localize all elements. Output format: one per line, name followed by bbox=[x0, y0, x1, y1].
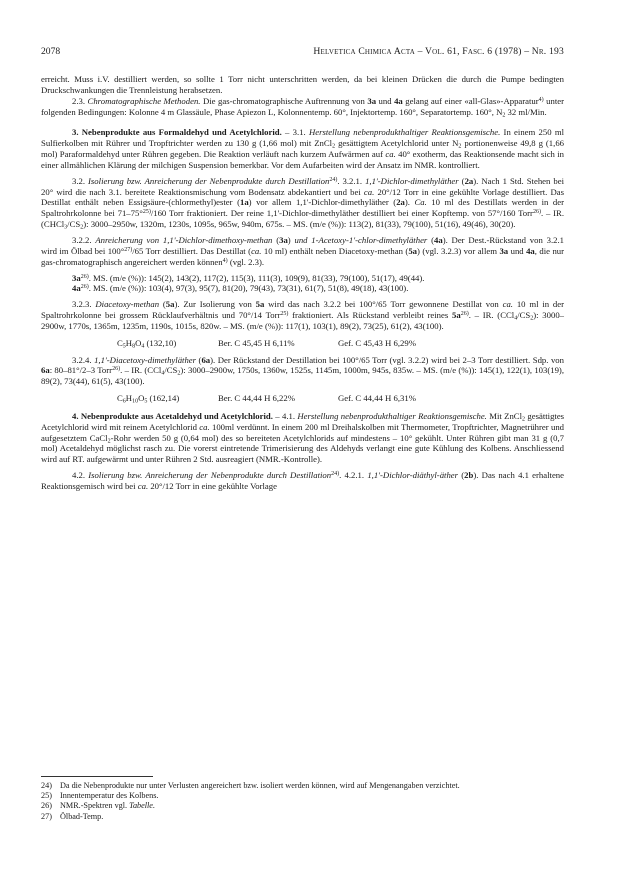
section-4-heading: 4. Nebenprodukte aus Acetaldehyd und Acetylchlorid. bbox=[72, 410, 273, 421]
section-3-2: 3.2. Isolierung bzw. Anreicherung der Nebenprodukte durch Destillation$^{24)}$. 3.2.1. 1,1'-Dichlor-dimethyläther (2a). Nach 1 Std. Stehen bei 20° wird die nach 3.1. bereitete Reaktionsmischung vom Bodensatz abdekantiert und bei ca. 20°/12 Torr in eine gekühlte Vorlage destilliert. Das Destillat enthält neben Essigsäure-(chlormethyl)ester (1a) vor allem 1,1'-Dichlor-dimethyläther (2a). Ca. 10 ml des Destillats werden in der Spaltrohrkolonne bei 71–75°$^{25)}$/160 Torr fraktioniert. Der reine 1,1'-Dichlor-dimethyläther destilliert bei einer Kopftemp. von 57°/160 Torr$^{26)}$. – IR. $(CHCl_3/CS_2)$: 3000–2950w, 1320m, 1230s, 1095s, 965w, 940m, 675s. – MS. (m/e (%)): 113(2), 81(33), 79(100), 51(16), 49(46), 30(20). bbox=[41, 175, 565, 231]
section-3-2-4: 3.2.4. 1,1'-Diacetoxy-dimethyläther (6a). Der Rückstand der Destillation bei 100°/65 Torr (vgl. 3.2.2) wird bei 2–3 Torr destilliert. Sdp. von 6a: 80–81°/2–3 Torr$^{26)}$. – IR. $(CCl_4/CS_2)$: 3000–2900w, 1750s, 1360w, 1525s, 1145m, 1000m, 945s, 835w. – MS. (m/e (%)): 145(1), 122(1), 103(19), 89(2), 73(44), 61(5), 43(100). bbox=[41, 354, 565, 387]
ms-data-block bbox=[41, 273, 564, 295]
footnote-rule bbox=[41, 776, 153, 777]
paragraph-distillation-end: erreicht. Muss i.V. destilliert werden, so sollte 1 Torr nicht unterschritten werden, da bei kleinen Drücken die durch die Pumpe bedingten Druckschwankungen die Trennleistung herabsetzen. bbox=[41, 74, 564, 95]
ms-4a: $4a^{26)}$. MS. (m/e (%)): 103(4), 97(3), 95(7), 81(20), 79(43), 73(31), 61(7), 51(8), 49(18), 43(100). bbox=[72, 283, 409, 294]
elemental-analysis-6a bbox=[41, 393, 564, 404]
footnote-26: 26) NMR.-Spektren vgl. Tabelle. bbox=[41, 801, 155, 811]
article-body bbox=[41, 74, 564, 492]
page-number: 2078 bbox=[41, 46, 61, 57]
section-3-2-2: 3.2.2. Anreicherung von 1,1'-Dichlor-dimethoxy-methan (3a) und 1-Acetoxy-1'-chlor-dimethyläther (4a). Der Dest.-Rückstand von 3.2.1 wird im Ölbad bei 100°$^{27)}$/65 Torr destilliert. Das Destillat (ca. 10 ml) enthält neben Diacetoxy-methan (5a) (vgl. 3.2.3) vor allem 3a und 4a, die nur gas-chromatographisch angereichert werden können$^{4)}$ (vgl. 2.3). bbox=[41, 234, 565, 267]
formula-6a: $C_6H_{10}O_5$ (162,14) bbox=[117, 393, 180, 405]
calc-5a: Ber. C 45,45 H 6,11% bbox=[218, 337, 295, 348]
journal-title: Helvetica Chimica Acta – Vol. 61, Fasc. 6 (1978) – Nr. 193 bbox=[313, 46, 564, 57]
found-5a: Gef. C 45,43 H 6,29% bbox=[338, 337, 416, 348]
calc-6a: Ber. C 44,44 H 6,22% bbox=[218, 393, 295, 404]
footnote-27: 27) Ölbad-Temp. bbox=[41, 811, 104, 821]
section-3-2-3: 3.2.3. Diacetoxy-methan (5a). Zur Isolierung von 5a wird das nach 3.2.2 bei 100°/65 Torr gewonnene Destillat von ca. 10 ml in der Spaltrohrkolonne bei grossem Rücklaufverhältnis und 70°/14 Torr$^{25)}$ fraktioniert. Als Rückstand verbleibt reines $5a^{26)}$. – IR. $(CCl_4/CS_2)$: 3000–2900w, 1770s, 1365m, 1235m, 1190s, 1015s, 820w. – MS. (m/e (%)): 117(1), 103(1), 89(2), 73(25), 61(2), 43(100). bbox=[41, 299, 565, 331]
elemental-analysis-5a bbox=[41, 338, 564, 349]
section-4-2: 4.2. Isolierung bzw. Anreicherung der Nebenprodukte durch Destillation$^{24)}$. 4.2.1. 1,1'-Dichlor-diäthyl-äther (2b). Das nach 4.1 erhaltene Reaktionsgemisch wird bei ca. 20°/12 Torr in eine gekühlte Vorlage bbox=[41, 470, 564, 491]
formula-5a: $C_5H_8O_4$ (132,10) bbox=[117, 337, 177, 350]
found-6a: Gef. C 44,44 H 6,31% bbox=[338, 393, 416, 404]
footnote-25: 25) Innentemperatur des Kolbens. bbox=[41, 791, 159, 801]
section-4-1: 4. Nebenprodukte aus Acetaldehyd und Acetylchlorid. – 4.1. Herstellung nebenprodukthaltiger Reaktionsgemische. Mit ZnCl$_2$ gesättigtes Acetylchlorid wird mit reinem Acetylchlorid ca. 100ml verdünnt. In einem 200 ml Dreihalskolben mit Thermometer, Tropftrichter, Magnetrührer und aufgesetztem CaCl$_2$-Rohr werden 50 g (0,64 mol) des so bereiteten Acetylchlorids auf mindestens – 10° gekühlt. Unter Rühren gibt man 31 g (0,7 mol) Acetaldehyd möglichst rasch zu. Die vorerst eintretende Trimerisierung des Aldehyds verlangt eine gute Kühlung des Kolbens. Anschliessend wird auf RT. aufgewärmt und unter Rühren 2 Std. ausreagiert (NMR.-Kontrolle). bbox=[41, 410, 565, 465]
section-3-heading: 3. Nebenprodukte aus Formaldehyd und Acetylchlorid. bbox=[72, 127, 282, 138]
section-3-1: 3. Nebenprodukte aus Formaldehyd und Acetylchlorid. – 3.1. Herstellung nebenprodukthaltiger Reaktionsgemische. In einem 250 ml Sulfierkolben mit Rührer und Tropftrichter werden zu 130 g (1,66 mol) mit ZnCl$_2$ gesättigtem Acetylchlorid unter $N_2$ portionenweise 49,8 g (1,66 mol) Paraformaldehyd unter Rühren gegeben. Die Reaktion verläuft nach kurzem Aufwärmen auf ca. 40° exotherm, das Reaktionsende macht sich in einer allmählichen Klärung der milchigen Suspension bemerkbar. Vor dem Aufarbeiten wird der Ansatz im NMR. kontrolliert. bbox=[41, 127, 565, 170]
section-2-3: 2.3. Chromatographische Methoden. Die gas-chromatographische Auftrennung von 3a und 4a gelang auf einer «all-Glas»-Apparatur$^{4)}$ unter folgenden Bedingungen: Kolonne 4 m Glassäule, Phase Apiezon L, Kolonnentemp. 60°, Injektortemp. 160°, Separatortemp. 160°, $N_2$ 32 ml/Min. bbox=[41, 95, 565, 119]
footnote-24: 24) Da die Nebenprodukte nur unter Verlusten angereichert bzw. isoliert werden können, wird auf Mengenangaben verzichtet. bbox=[41, 781, 460, 790]
footnotes bbox=[41, 776, 564, 822]
ms-3a: $3a^{26)}$. MS. (m/e (%)): 145(2), 143(2), 117(2), 115(3), 111(3), 109(9), 81(33), 79(100), 51(17), 49(44). bbox=[72, 272, 425, 283]
